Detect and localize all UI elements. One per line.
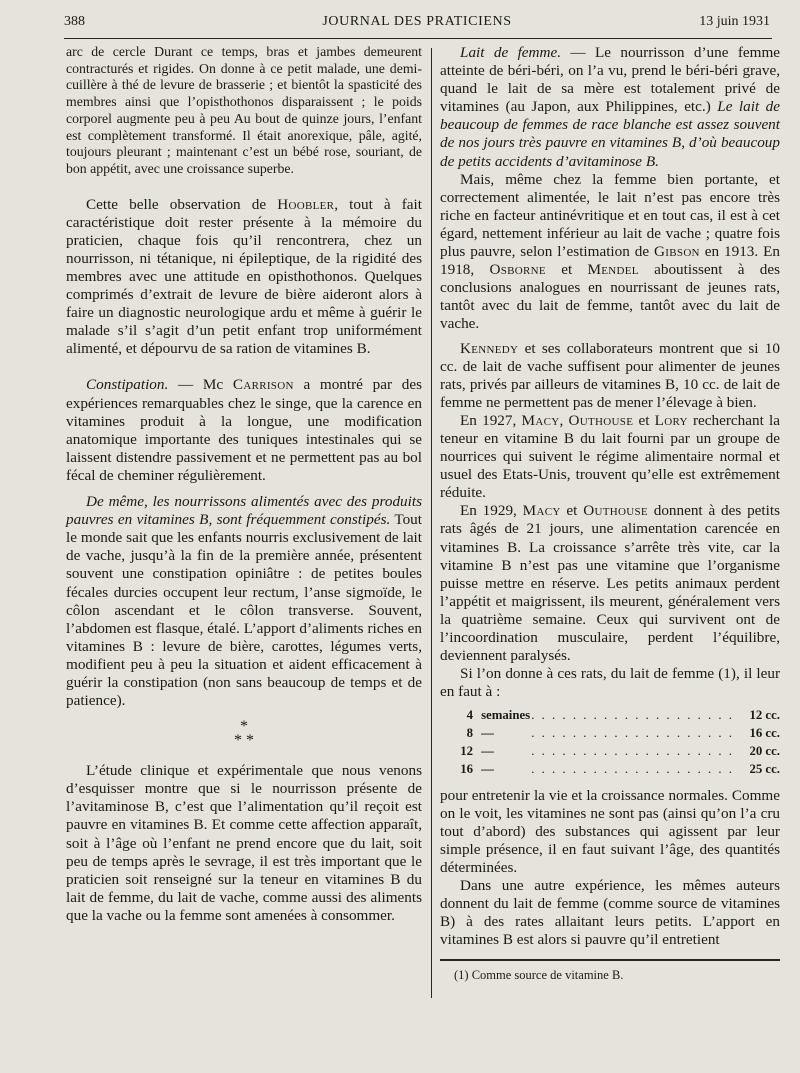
paragraph-womens-milk: Lait de femme. — Le nourrisson d’une femme atteinte de béri-béri, on l’a vu, prend le béri-béri grave, quand le lait de sa mère est totalement privé de vitamines (au Japon, aux Philippines, etc.) Le lait de beaucoup de femmes de race blanche est assez souvent de nos jours très pauvre en vitamines B, d’où beaucoup de petits accidents d’avitaminose B. (440, 44, 781, 170)
paragraph-macy-1927: En 1927, Macy, Outhouse et Lory recherchant la teneur en vitamine B du lait fourni par un groupe de nourrices qui suivent le régime alimentaire normal et usuel des Etats-Unis, trouvent qu’elle est extrêmement réduite. (440, 411, 781, 502)
paragraph-case-outcome: arc de cercle Durant ce temps, bras et jambes demeurent contracturés et rigides. On donne à ce petit malade, une demi-cuillère à thé de levure de brasserie ; et bientôt la spasticité des membres ainsi que l’opisthothonos disparaissent ; le poids corporel augmente peu à peu Au bout de quinze jours, l’enfant est complètement transformé. Il était anorexique, pâle, agité, toujours pleurant ; maintenant c’est un bébé rose, souriant, de bon appétit, avec une croissance superbe. (66, 44, 422, 176)
emphasis-statement: De même, les nourrissons alimentés avec des produits pauvres en vitamines B, sont fréquemment constipés. (66, 493, 422, 529)
footnote: (1) Comme source de vitamine B. (454, 968, 624, 983)
table-row: 4 semaines . . . . . . . . . . . . . . . . . . . . 12 cc. (466, 708, 780, 723)
column-divider (431, 48, 432, 998)
emphasis-statement: Le lait de beaucoup de femmes de race blanche est assez souvent de nos jours très pauvre en vitamines B, d’où beaucoup de petits accidents d’avitaminose B. (440, 98, 781, 170)
author-name: Hoobler (277, 195, 335, 213)
paragraph-nursing-rats: Dans une autre expérience, les mêmes auteurs donnent du lait de femme (comme source de vitamines B) à des rates allaitant leurs petits. L’apport en vitamines B est alors si pauvre qu’il entretient (440, 877, 780, 949)
table-row: 12 — . . . . . . . . . . . . . . . . . . . . 20 cc. (460, 743, 780, 758)
journal-title: JOURNAL DES PRATICIENS (322, 14, 512, 29)
paragraph-clinical-study: L’étude clinique et expérimentale que nous venons d’esquisser montre que si le nourrisson présente de l’avitaminose B, c’est que l’alimentation qu’il reçoit est pauvre en vitamines B. Et comme cette affection apparaît, soit à l’âge où l’enfant ne prend encore que du lait, soit peu de temps après le sevrage, il est très important que le praticien soit renseigné sur la teneur en vitamines B du lait de femme, du lait de vache, comme aussi des aliments que la vache ou la femme sont amenées à consommer. (66, 762, 422, 924)
page-number: 388 (64, 14, 85, 29)
paragraph-constipation: Constipation. — Mc Carrison a montré par des expériences remarquables chez le singe, que la carence en vitamines produit à la longue, une modification anatomique importante des tuniques intestinales qui se laissent distendre passivement et ne permettent pas au bol fécal de cheminer régulièrement. (66, 376, 422, 484)
issue-date: 13 juin 1931 (699, 14, 770, 29)
paragraph-rat-intro: Si l’on donne à ces rats, du lait de femme (1), il leur en faut à : (440, 665, 780, 701)
page-header (64, 14, 770, 36)
asterism-separator: * * * (234, 718, 254, 750)
paragraph-hoobler-observation: Cette belle observation de Hoobler, tout à fait caractéristique doit rester présente à la mémoire du praticien, chaque fois qu’il rencontrera, chez un nourrisson, ni tétanique, ni épileptique, de la rigidité des membres avec une attitude en opisthothonos. Quelques comprimés d’extrait de levure de bière aideront alors à faire un diagnostic neurologique ardu et même à guérir le malade s’il s’agit d’un petit enfant trop uniformément alimenté, et dépourvu de sa ration de vitamines B. (66, 195, 422, 358)
right-column (440, 44, 780, 983)
author-name: Kennedy (460, 339, 519, 357)
section-heading-constipation: Constipation. (86, 376, 169, 394)
author-name: Carrison (232, 376, 294, 394)
paragraph-infant-constipation: De même, les nourrissons alimentés avec des produits pauvres en vitamines B, sont fréquemment constipés. Tout le monde sait que les enfants nourris exclusivement de lait de vache, jusqu’à la fin de la première année, présentent souvent une constipation opiniâtre : de petites boules fécales durcies occupent leur rectum, l’anse sigmoïde, le côlon ascendant et le côlon transverse. Souvent, l’abdomen est flasque, étalé. L’apport d’aliments riches en vitamines B : levure de bière, carottes, légumes verts, modifient peu à peu la situation et aident efficacement à guérir la constipation (non sans beaucoup de temps et de patience). (66, 493, 422, 710)
footnote-rule (440, 959, 780, 961)
paragraph-healthy-woman: Mais, même chez la femme bien portante, et correctement alimentée, le lait n’est pas encore très riche en facteur antinévritique et en tout cas, il est à cet égard, nettement inférieur au lait de vache ; quatre fois plus pauvre, selon l’estimation de Gibson en 1913. En 1918, Osborne et Mendel aboutissent à des conclusions analogues en nourrissant de jeunes rats, tantôt avec du lait de femme, tantôt avec du lait de vache. (440, 170, 781, 333)
header-rule (64, 38, 772, 39)
left-column (66, 44, 422, 925)
paragraph-macy-1929: En 1929, Macy et Outhouse donnent à des petits rats âgés de 21 jours, une alimentation carencée en vitamines B. La croissance s’arrête très vite, car la vitamine B n’est pas une vitamine que l’organisme puisse mettre en réserve. Les petits animaux perdent l’appétit et maigrissent, ils meurent, généralement vers la quatrième semaine. Ceux qui survivent ont de l’incoordination musculaire, perdent l’équilibre, deviennent paralysés. (440, 502, 780, 665)
paragraph-kennedy: Kennedy et ses collaborateurs montrent que si 10 cc. de lait de vache suffisent pour alimenter de jeunes rats, privés par ailleurs de vitamines B, 10 cc. de lait de femme ne permettent pas de mener l’élevage à bien. (440, 339, 780, 411)
table-row: 8 — . . . . . . . . . . . . . . . . . . . . 16 cc. (466, 726, 780, 741)
milk-quantity-table (448, 707, 780, 778)
paragraph-normal-growth: pour entretenir la vie et la croissance normales. Comme on le voit, les vitamines ne sont pas (ainsi qu’on l’a cru tout d’abord) des substances qui agissent par leur simple présence, il en faut suivant l’âge, des quantités déterminées. (440, 786, 780, 876)
table-row: 16 — . . . . . . . . . . . . . . . . . . . . 25 cc. (460, 761, 780, 776)
section-heading-womens-milk: Lait de femme. (460, 44, 562, 61)
